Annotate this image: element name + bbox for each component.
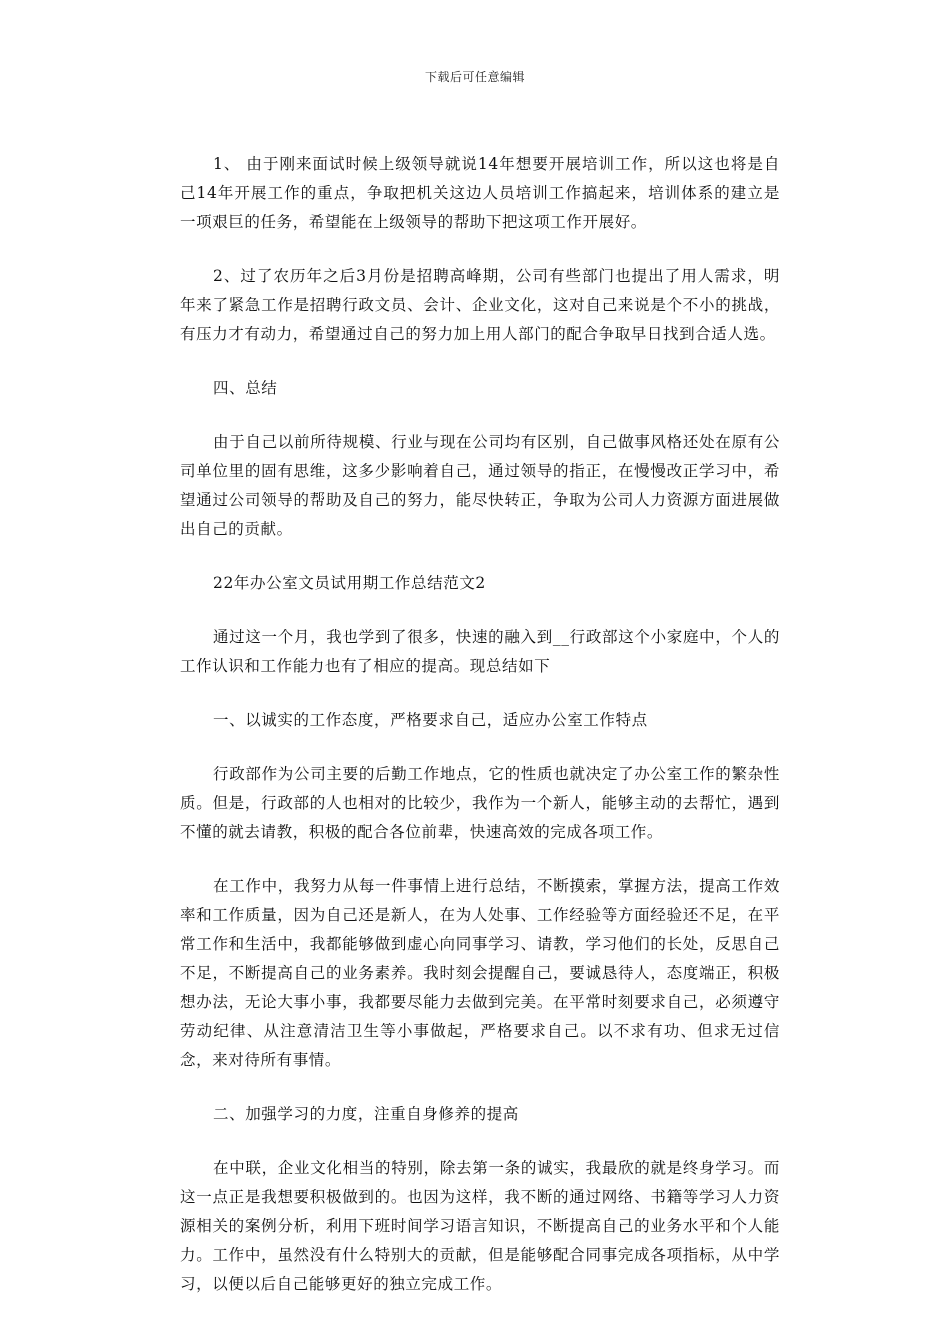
paragraph-intro: 通过这一个月，我也学到了很多，快速的融入到__行政部这个小家庭中，个人的工作认识和工作能力也有了相应的提高。现总结如下 — [180, 628, 780, 675]
page-header-note: 下载后可任意编辑 — [424, 70, 525, 84]
document-body — [180, 150, 780, 1324]
section-heading-summary: 四、总结 — [213, 379, 278, 397]
section-heading-attitude: 一、以诚实的工作态度，严格要求自己，适应办公室工作特点 — [213, 711, 648, 729]
paragraph-learning: 在中联，企业文化相当的特别，除去第一条的诚实，我最欣的就是终身学习。而这一点正是我想要积极做到的。也因为这样，我不断的通过网络、书籍等学习人力资源相关的案例分析，利用下班时间学习语言知识，不断提高自己的业务水平和个人能力。工作中，虽然没有什么特别大的贡献，但是能够配合同事完成各项指标，从中学习，以便以后自己能够更好的独立完成工作。 — [180, 1159, 780, 1293]
document-title-sample-2: 22年办公室文员试用期工作总结范文2 — [213, 574, 486, 592]
paragraph-admin-dept: 行政部作为公司主要的后勤工作地点，它的性质也就决定了办公室工作的繁杂性质。但是，行政部的人也相对的比较少，我作为一个新人，能够主动的去帮忙，遇到不懂的就去请教，积极的配合各位前辈，快速高效的完成各项工作。 — [180, 765, 780, 841]
section-heading-learning: 二、加强学习的力度，注重自身修养的提高 — [213, 1105, 519, 1123]
paragraph-summary: 由于自己以前所待规模、行业与现在公司均有区别，自己做事风格还处在原有公司单位里的固有思维，这多少影响着自己，通过领导的指正，在慢慢改正学习中，希望通过公司领导的帮助及自己的努力，能尽快转正，争取为公司人力资源方面进展做出自己的贡献。 — [180, 433, 780, 538]
paragraph-work-reflection: 在工作中，我努力从每一件事情上进行总结，不断摸索，掌握方法，提高工作效率和工作质量，因为自己还是新人，在为人处事、工作经验等方面经验还不足，在平常工作和生活中，我都能够做到虚心向同事学习、请教，学习他们的长处，反思自己不足，不断提高自己的业务素养。我时刻会提醒自己，要诚恳待人，态度端正，积极想办法，无论大事小事，我都要尽能力去做到完美。在平常时刻要求自己，必须遵守劳动纪律、从注意清洁卫生等小事做起，严格要求自己。以不求有功、但求无过信念，来对待所有事情。 — [180, 877, 780, 1069]
paragraph-recruitment-plan: 2、过了农历年之后3月份是招聘高峰期，公司有些部门也提出了用人需求，明年来了紧急工作是招聘行政文员、会计、企业文化，这对自己来说是个不小的挑战，有压力才有动力，希望通过自己的努力加上用人部门的配合争取早日找到合适人选。 — [180, 267, 780, 343]
paragraph-training-plan: 1、 由于刚来面试时候上级领导就说14年想要开展培训工作，所以这也将是自己14年开展工作的重点，争取把机关这边人员培训工作搞起来，培训体系的建立是一项艰巨的任务，希望能在上级领导的帮助下把这项工作开展好。 — [180, 155, 780, 231]
